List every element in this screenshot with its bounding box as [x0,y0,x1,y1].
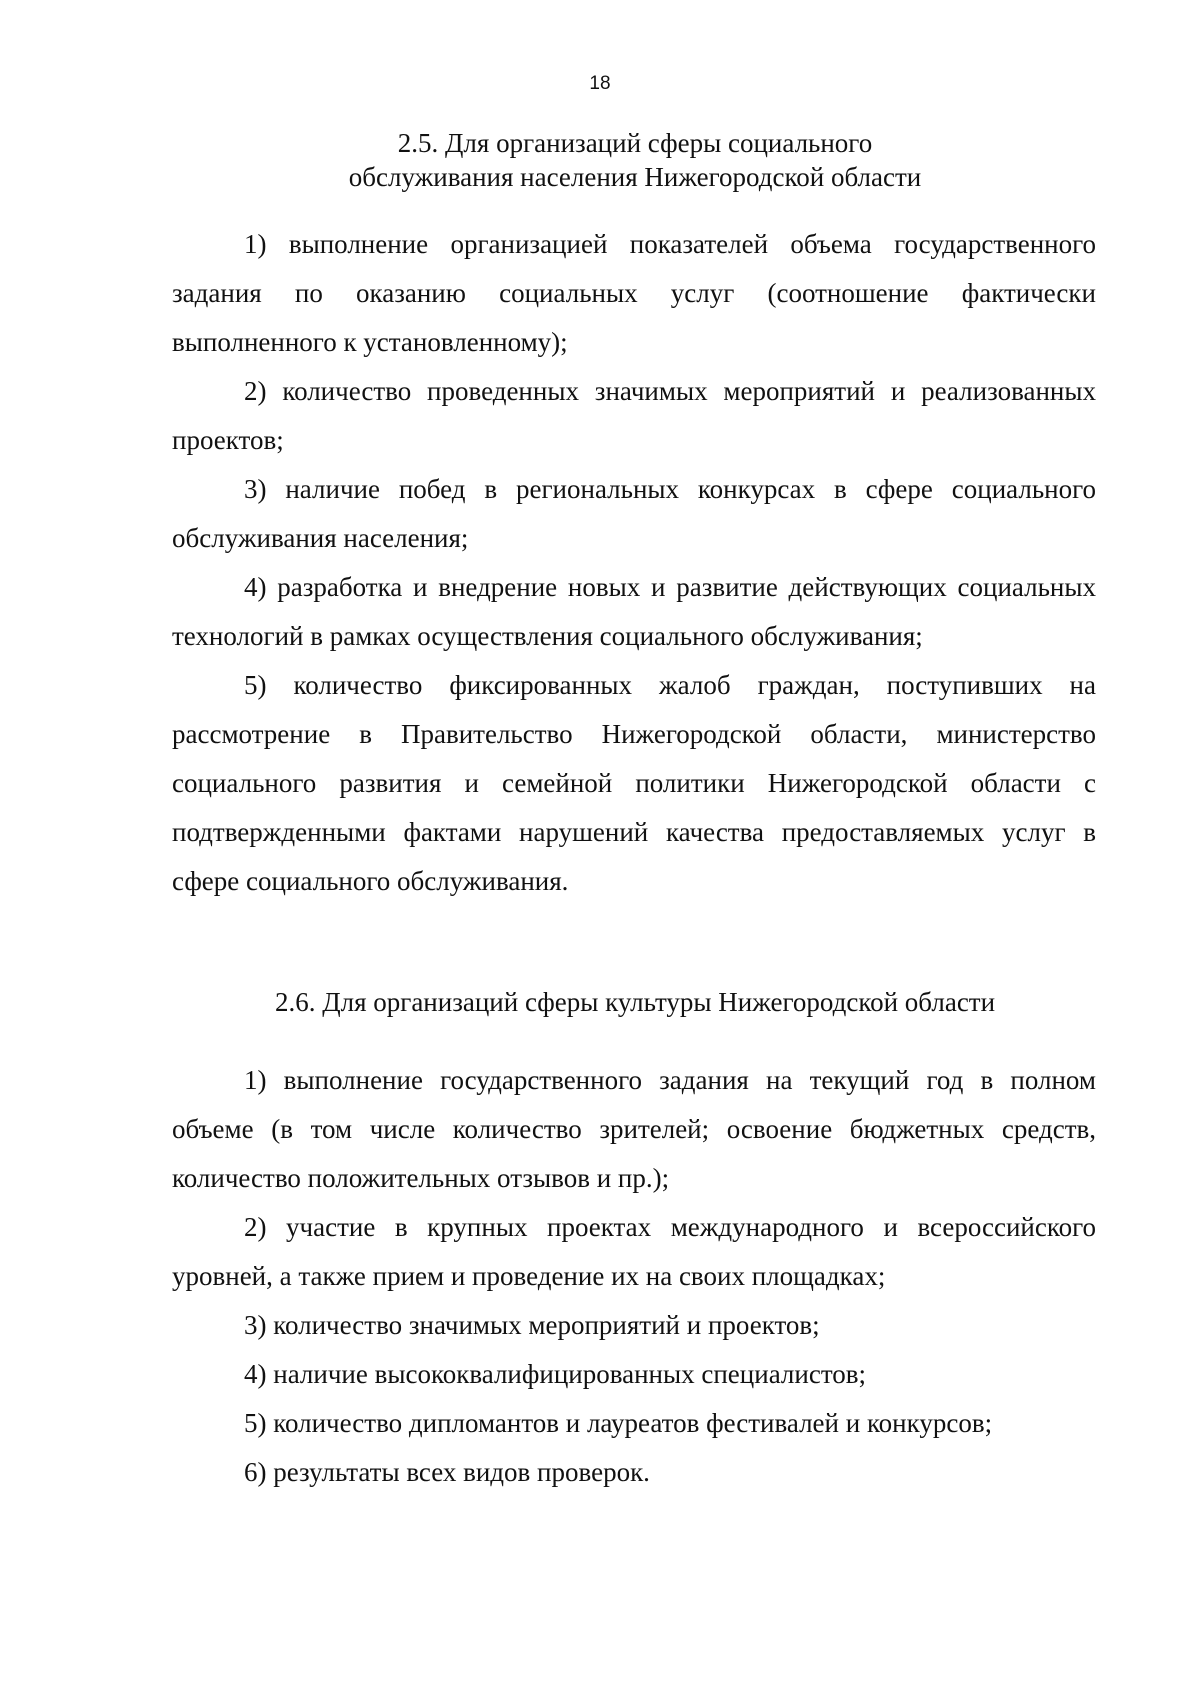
section-2-6-criteria-list [172,1056,1096,1497]
section-2-5-criteria-list [172,220,1096,906]
criteria-item: 1) выполнение организацией показателей объема государственного задания по оказанию социальных услуг (соотношение фактически выполненного к установленному); [172,229,1096,357]
criteria-item: 1) выполнение государственного задания на текущий год в полном объеме (в том числе количество зрителей; освоение бюджетных средств, количество положительных отзывов и пр.); [172,1065,1096,1193]
criteria-item: 6) результаты всех видов проверок. [244,1457,650,1487]
criteria-item: 3) наличие побед в региональных конкурсах в сфере социального обслуживания населения; [172,474,1096,553]
page-number: 18 [589,73,611,94]
criteria-item: 2) участие в крупных проектах международного и всероссийского уровней, а также прием и проведение их на своих площадках; [172,1212,1096,1291]
section-2-5-title [172,126,1098,194]
criteria-item: 4) разработка и внедрение новых и развитие действующих социальных технологий в рамках осуществления социального обслуживания; [172,572,1096,651]
criteria-item: 4) наличие высококвалифицированных специалистов; [244,1359,867,1389]
criteria-item: 5) количество дипломантов и лауреатов фестивалей и конкурсов; [244,1408,993,1438]
section-2-6-title [172,985,1098,1019]
criteria-item: 5) количество фиксированных жалоб граждан, поступивших на рассмотрение в Правительство Нижегородской области, министерство социального развития и семейной политики Нижегородской области с подтвержденными фактами нарушений качества предоставляемых услуг в сфере социального обслуживания. [172,670,1096,896]
section-title-line: 2.6. Для организаций сферы культуры Нижегородской области [274,987,996,1017]
section-title-line: обслуживания населения Нижегородской области [348,162,922,192]
section-title-line: 2.5. Для организаций сферы социального [397,128,873,158]
criteria-item: 2) количество проведенных значимых мероприятий и реализованных проектов; [172,376,1096,455]
criteria-item: 3) количество значимых мероприятий и проектов; [244,1310,820,1340]
